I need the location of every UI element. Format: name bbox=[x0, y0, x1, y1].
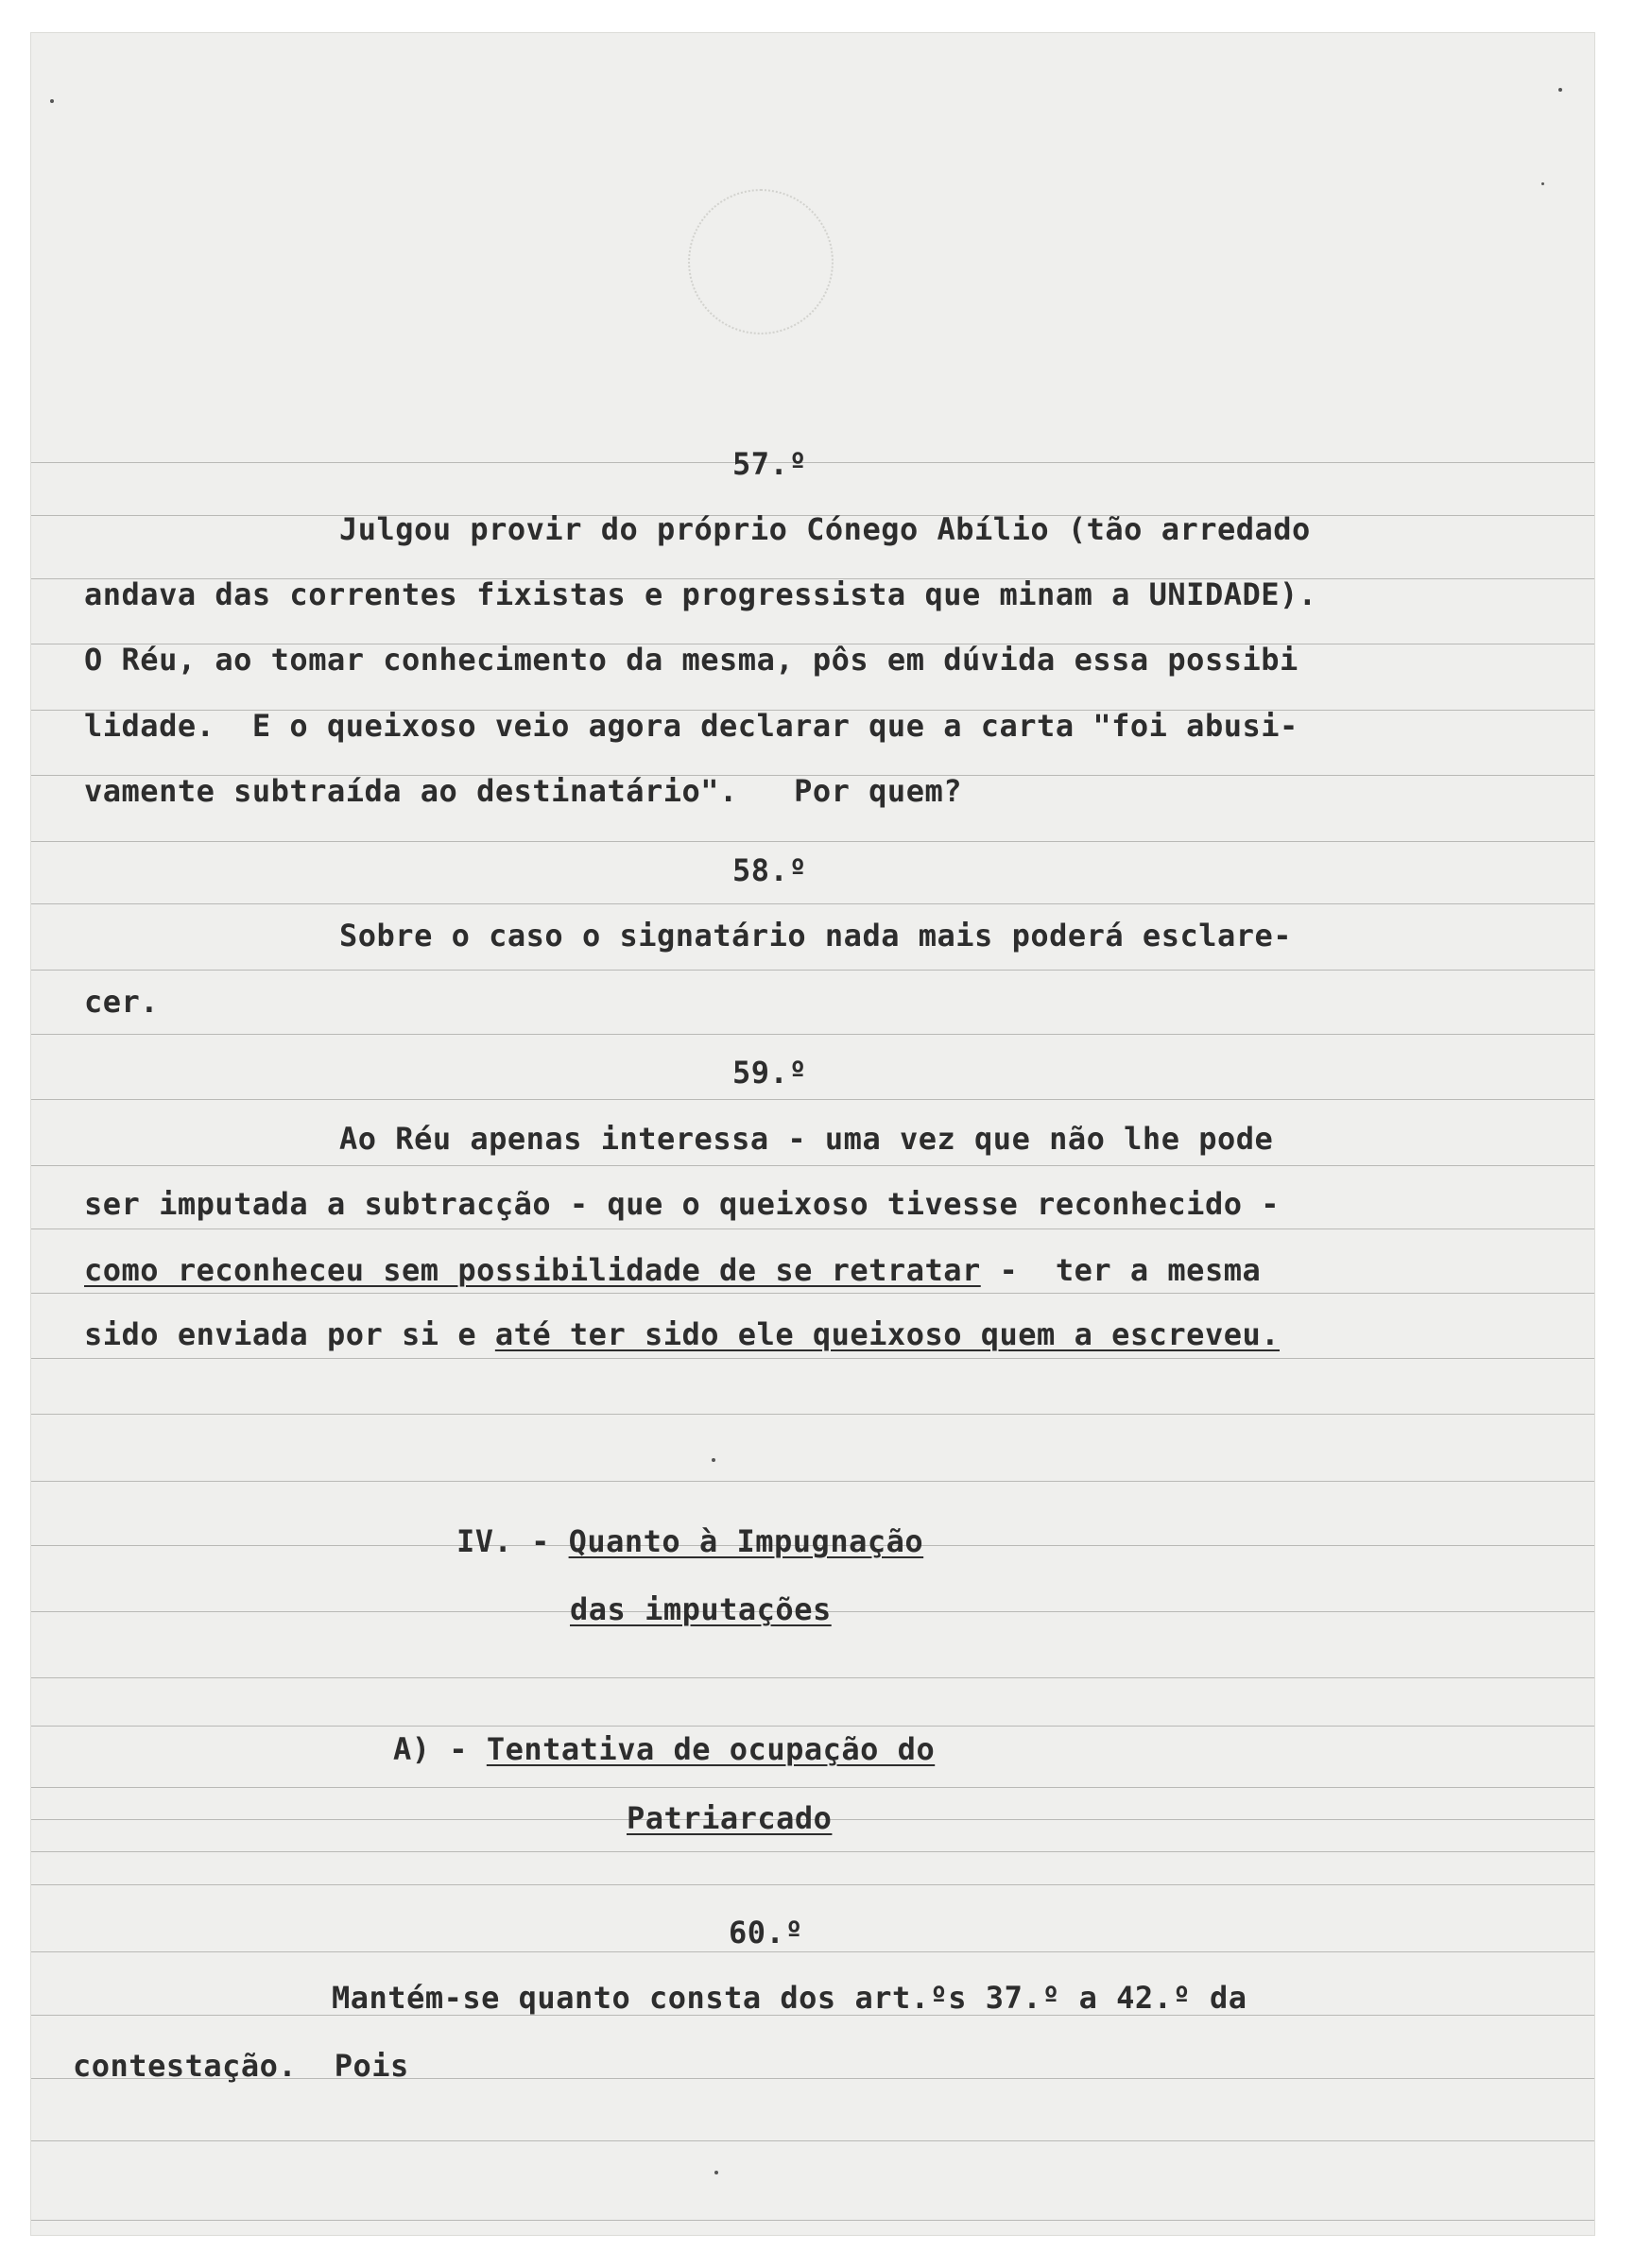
ruled-line bbox=[31, 1481, 1594, 1482]
paragraph-60-line-2: contestação. Pois bbox=[73, 2048, 409, 2084]
ruled-line bbox=[31, 1034, 1594, 1035]
paragraph-59-line-4 bbox=[84, 1315, 1280, 1353]
article-number-60: 60.º bbox=[729, 1915, 804, 1950]
paragraph-59-line-2: ser imputada a subtracção - que o queixoso tivesse reconhecido - bbox=[84, 1186, 1280, 1222]
section-iv-title-line-1: Quanto à Impugnação bbox=[568, 1523, 924, 1559]
faded-stamp bbox=[688, 189, 834, 335]
speck bbox=[50, 99, 54, 103]
ruled-line bbox=[31, 1293, 1594, 1294]
ruled-line bbox=[31, 1228, 1594, 1229]
ruled-line bbox=[31, 2220, 1594, 2221]
ruled-line bbox=[31, 1358, 1594, 1359]
article-number-58: 58.º bbox=[732, 852, 808, 888]
paragraph-59-line-3 bbox=[84, 1251, 1261, 1289]
section-iv-prefix: IV. - bbox=[456, 1523, 569, 1559]
ruled-line bbox=[31, 1165, 1594, 1166]
speck bbox=[714, 2171, 718, 2174]
speck bbox=[1558, 88, 1562, 92]
ruled-line bbox=[31, 2140, 1594, 2141]
subsection-a-heading-line-2 bbox=[627, 1799, 832, 1837]
underlined-phrase: até ter sido ele queixoso quem a escreveu. bbox=[494, 1316, 1280, 1352]
paragraph-60-line-1: Mantém-se quanto consta dos art.ºs 37.º a 42.º da bbox=[332, 1980, 1247, 2016]
subsection-a-heading bbox=[393, 1730, 935, 1768]
subsection-a-prefix: A) - bbox=[393, 1731, 487, 1767]
phrase: - ter a mesma bbox=[980, 1252, 1262, 1288]
ruled-line bbox=[31, 903, 1594, 904]
speck bbox=[712, 1458, 715, 1462]
paragraph-59-line-1: Ao Réu apenas interessa - uma vez que não lhe pode bbox=[339, 1121, 1274, 1157]
ruled-line bbox=[31, 1884, 1594, 1885]
paragraph-57-line-5: vamente subtraída ao destinatário". Por quem? bbox=[84, 773, 962, 809]
ruled-line bbox=[31, 1099, 1594, 1100]
ruled-line bbox=[31, 1414, 1594, 1415]
subsection-a-title-line-2: Patriarcado bbox=[627, 1800, 833, 1836]
section-iv-heading bbox=[456, 1522, 923, 1560]
paragraph-57-line-2: andava das correntes fixistas e progressista que minam a UNIDADE). bbox=[84, 576, 1317, 612]
document-page bbox=[30, 32, 1595, 2236]
paragraph-58-line-1: Sobre o caso o signatário nada mais poderá esclare- bbox=[339, 918, 1293, 954]
paragraph-57-line-4: lidade. E o queixoso veio agora declarar que a carta "foi abusi- bbox=[84, 708, 1299, 744]
ruled-line bbox=[31, 841, 1594, 842]
phrase: sido enviada por si e bbox=[84, 1316, 495, 1352]
ruled-line bbox=[31, 1951, 1594, 1952]
ruled-line bbox=[31, 970, 1594, 971]
ruled-line bbox=[31, 1726, 1594, 1727]
speck bbox=[1541, 182, 1544, 185]
section-iv-title-line-2: das imputações bbox=[570, 1591, 832, 1627]
section-iv-heading-line-2 bbox=[570, 1590, 832, 1628]
subsection-a-title-line-1: Tentativa de ocupação do bbox=[486, 1731, 936, 1767]
article-number-57: 57.º bbox=[732, 446, 808, 482]
paragraph-57-line-1: Julgou provir do próprio Cónego Abílio (tão arredado bbox=[339, 511, 1311, 547]
ruled-line bbox=[31, 462, 1594, 463]
ruled-line bbox=[31, 1677, 1594, 1678]
ruled-line bbox=[31, 1851, 1594, 1852]
article-number-59: 59.º bbox=[732, 1055, 808, 1091]
paragraph-57-line-3: O Réu, ao tomar conhecimento da mesma, pôs em dúvida essa possibi bbox=[84, 642, 1299, 678]
underlined-phrase: como reconheceu sem possibilidade de se retratar bbox=[84, 1252, 981, 1288]
ruled-line bbox=[31, 1787, 1594, 1788]
paragraph-58-line-2: cer. bbox=[84, 984, 160, 1020]
